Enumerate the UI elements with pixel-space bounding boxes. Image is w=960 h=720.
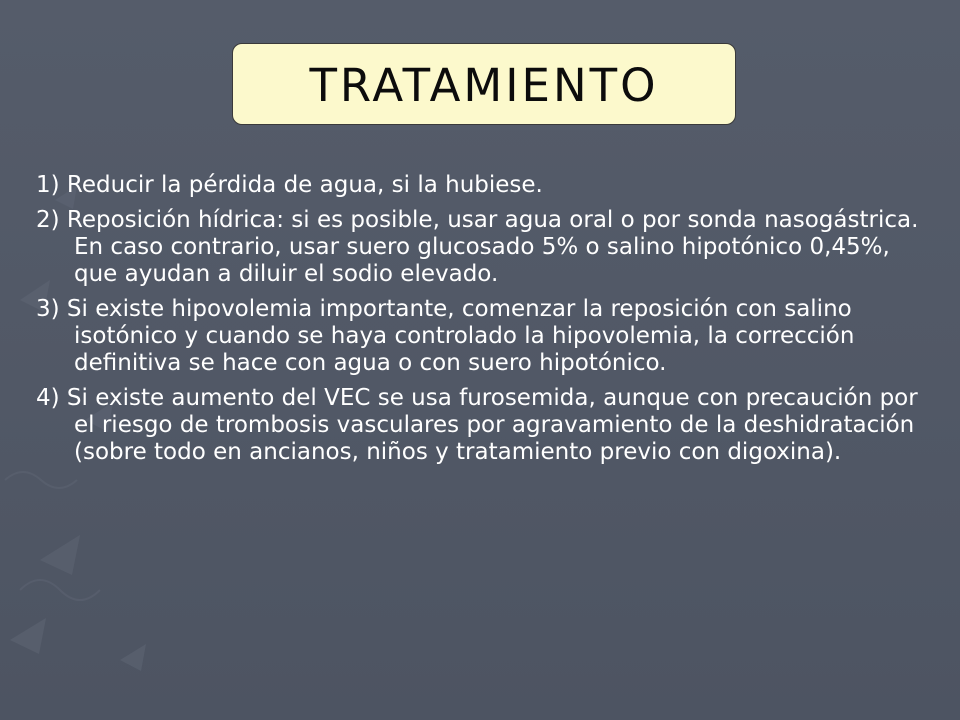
list-item-3: 3) Si existe hipovolemia importante, comenzar la reposición con salino isotónico y cuando se haya controlado la hipovolemia, la corrección definitiva se hace con agua o con suero hipotónico.: [36, 296, 855, 376]
title-box: [232, 43, 736, 125]
list-item-2: 2) Reposición hídrica: si es posible, usar agua oral o por sonda nasogástrica. En caso contrario, usar suero glucosado 5% o salino hipotónico 0,45%, que ayudan a diluir el sodio elevado.: [36, 207, 919, 287]
treatment-list: [36, 172, 940, 474]
slide-title: TRATAMIENTO: [309, 58, 659, 112]
list-item-1: 1) Reducir la pérdida de agua, si la hubiese.: [36, 172, 543, 198]
list-item-4: 4) Si existe aumento del VEC se usa furosemida, aunque con precaución por el riesgo de trombosis vasculares por agravamiento de la deshidratación (sobre todo en ancianos, niños y tratamiento previo con digoxina).: [36, 385, 918, 465]
